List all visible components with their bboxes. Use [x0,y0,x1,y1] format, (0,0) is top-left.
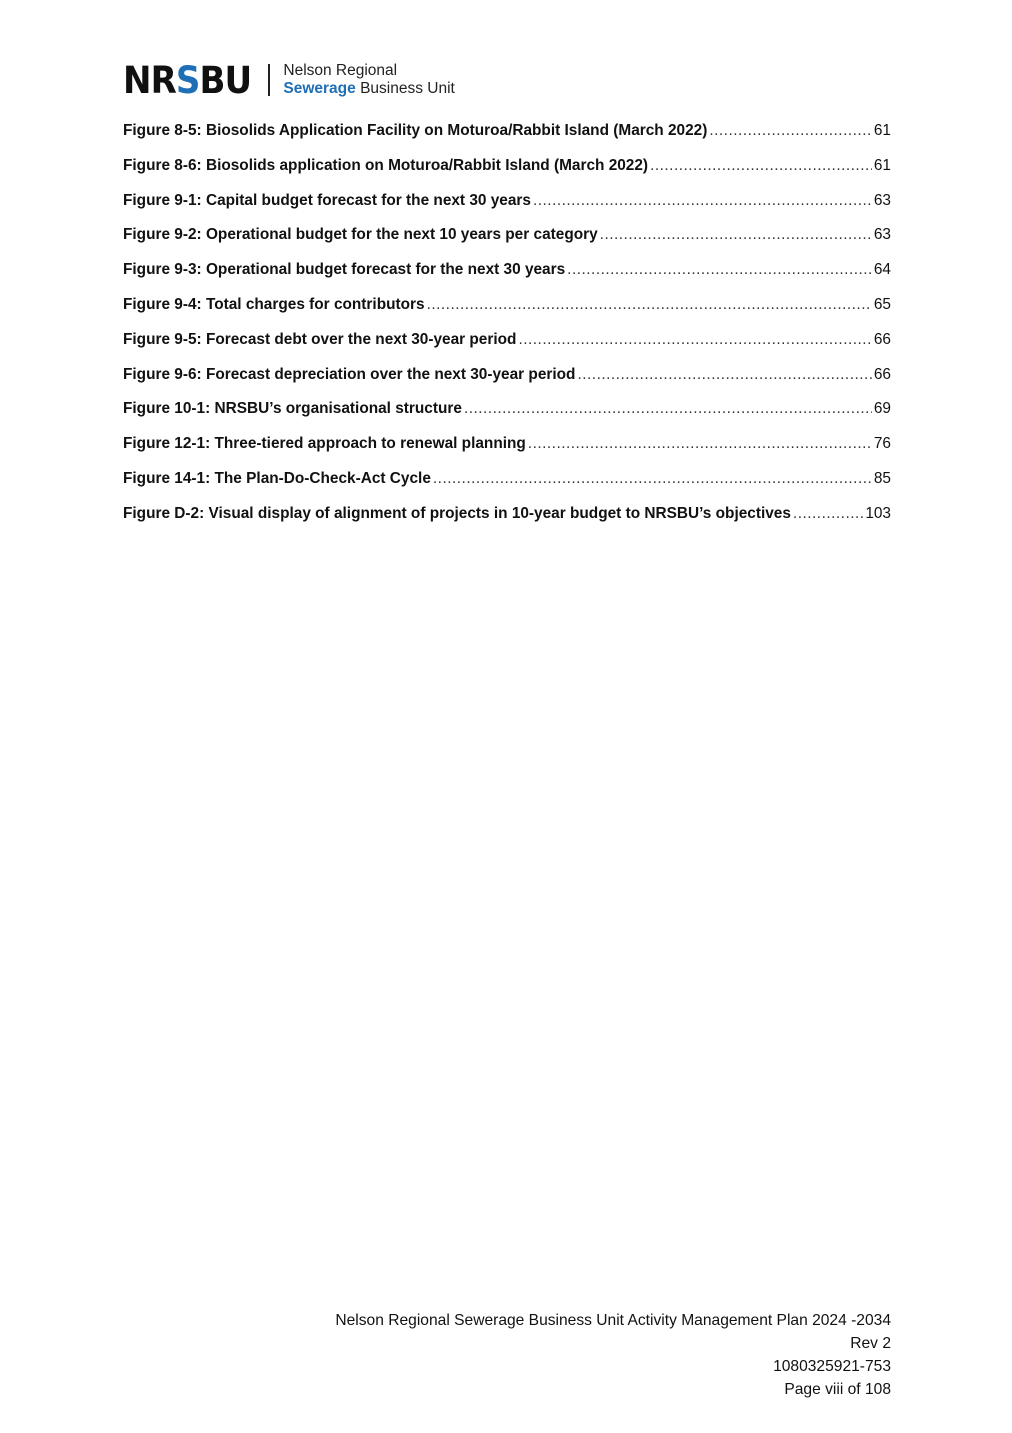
toc-entry-page: 64 [873,261,891,279]
toc-dot-leader [533,192,872,210]
nrsbu-logo [123,58,455,102]
toc-dot-leader [600,226,872,244]
logo-mark: NRSBU [123,58,252,102]
toc-dot-leader [433,470,872,488]
toc-entry[interactable] [123,296,891,331]
toc-entry-title: Figure 9-1: Capital budget forecast for the next 30 years [123,191,531,209]
toc-entry-title: Figure 9-2: Operational budget for the next 10 years per category [123,226,598,244]
toc-entry-page: 76 [873,435,891,453]
toc-dot-leader [650,157,872,175]
footer-document-number: 1080325921-753 [773,1358,891,1375]
toc-entry-page: 69 [873,400,891,418]
toc-entry-title: Figure 8-5: Biosolids Application Facility on Moturoa/Rabbit Island (March 2022) [123,122,708,139]
toc-dot-leader [427,296,872,314]
toc-entry[interactable] [123,261,891,296]
logo-text [283,62,454,98]
toc-entry[interactable] [123,435,891,470]
logo-line1: Nelson Regional [283,62,398,80]
toc-entry[interactable] [123,400,891,435]
toc-dot-leader [793,505,863,523]
toc-entry[interactable] [123,122,891,157]
toc-entry[interactable] [123,366,891,401]
toc-entry-title: Figure 12-1: Three-tiered approach to renewal planning [123,435,526,453]
toc-dot-leader [528,435,872,453]
footer-revision: Rev 2 [850,1335,891,1352]
toc-dot-leader [464,400,872,418]
toc-entry-page: 63 [873,191,891,209]
toc-entry[interactable] [123,226,891,261]
toc-entry-title: Figure 14-1: The Plan-Do-Check-Act Cycle [123,469,431,487]
toc-entry[interactable] [123,157,891,192]
toc-entry[interactable] [123,470,891,505]
footer-page-number: Page viii of 108 [784,1381,891,1398]
toc-entry[interactable] [123,192,891,227]
toc-entry-page: 61 [873,122,891,139]
toc-entry-title: Figure 9-6: Forecast depreciation over the next 30-year period [123,365,576,383]
toc-entry-title: Figure 8-6: Biosolids application on Moturoa/Rabbit Island (March 2022) [123,156,649,174]
toc-entry-page: 103 [865,504,891,522]
toc-dot-leader [518,331,871,349]
toc-entry-page: 61 [873,156,891,174]
toc-entry-page: 85 [873,469,891,487]
toc-entry-page: 66 [873,365,891,383]
logo-divider [268,64,270,96]
toc-entry-title: Figure 10-1: NRSBU’s organisational structure [123,400,462,418]
toc-entry-page: 63 [873,226,891,244]
page-footer [335,1309,891,1401]
logo-line2: Sewerage Business Unit [283,80,455,97]
toc-entry[interactable] [123,505,891,540]
toc-dot-leader [567,261,872,279]
toc-dot-leader [577,366,871,384]
toc-entry[interactable] [123,331,891,366]
toc-entry-title: Figure 9-3: Operational budget forecast for the next 30 years [123,261,566,279]
toc-entry-title: Figure 9-5: Forecast debt over the next 30-year period [123,330,517,348]
toc-entry-title: Figure 9-4: Total charges for contributors [123,295,425,313]
toc-dot-leader [709,122,872,140]
toc-entry-page: 65 [873,295,891,313]
footer-document-title: Nelson Regional Sewerage Business Unit Activity Management Plan 2024 -2034 [335,1312,891,1329]
toc-entry-title: Figure D-2: Visual display of alignment of projects in 10-year budget to NRSBU’s objectives [123,504,791,522]
table-of-figures [123,122,891,540]
toc-entry-page: 66 [873,330,891,348]
